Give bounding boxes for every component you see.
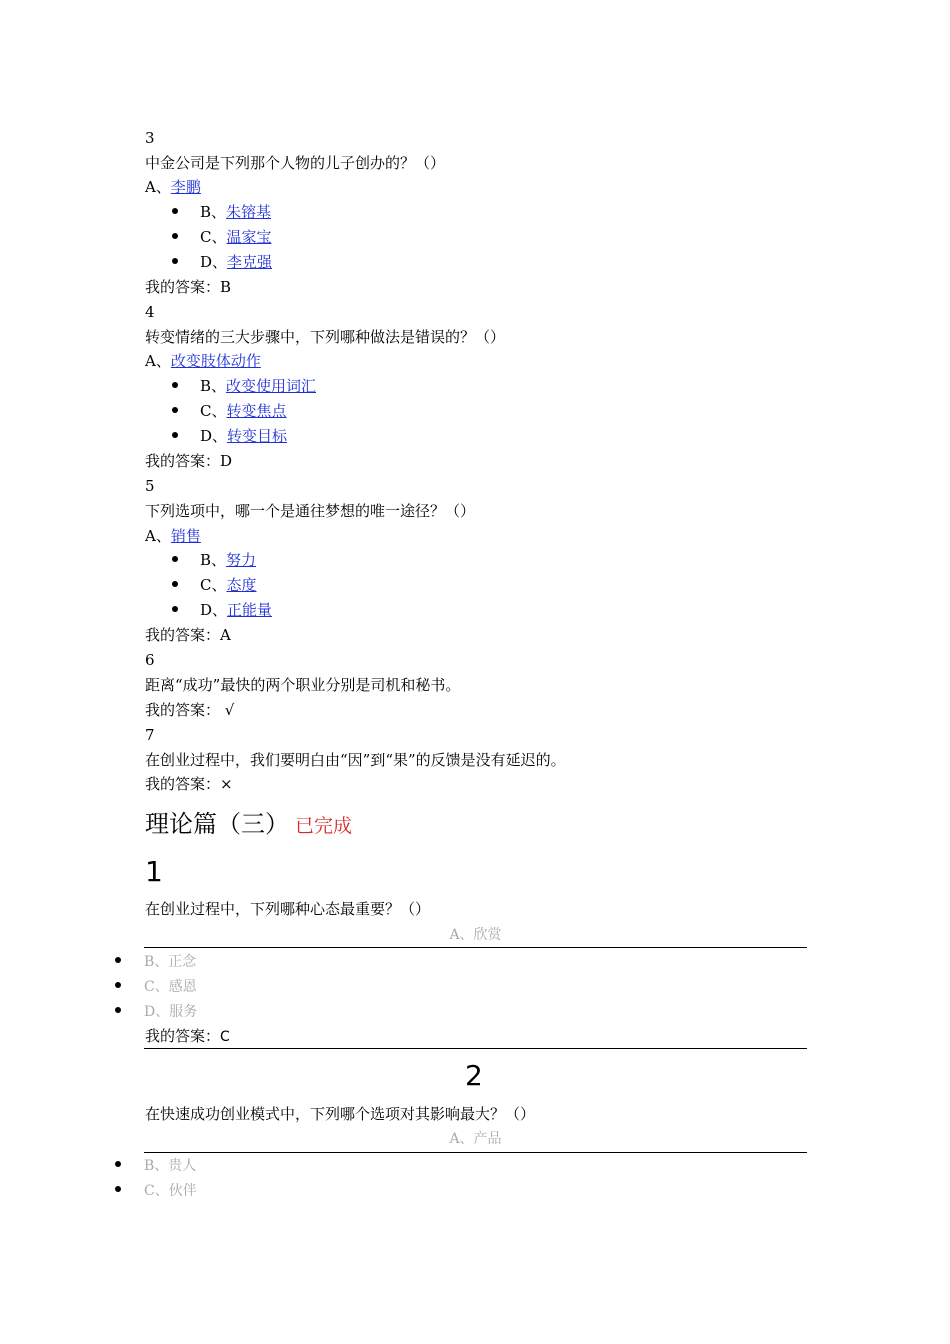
question-number: 4 [145, 303, 155, 321]
my-answer: 我的答案： √ [145, 701, 235, 719]
option-a[interactable]: A、产品 [449, 1131, 502, 1147]
question-number: 2 [465, 1059, 483, 1092]
option-prefix: C、 [200, 402, 227, 420]
option-label: B、正念 [144, 954, 197, 970]
bullet-icon [172, 233, 178, 239]
option-prefix: D、 [200, 601, 228, 619]
option-a-link[interactable]: 销售 [170, 527, 201, 545]
option-a[interactable]: A、欣赏 [449, 927, 502, 943]
bullet-icon [172, 581, 178, 587]
my-answer: 我的答案：D [145, 452, 233, 470]
option-b-link[interactable]: 朱镕基 [226, 203, 272, 221]
divider [144, 1048, 807, 1049]
option-b [172, 550, 256, 570]
option-b [172, 376, 316, 396]
option-d-link[interactable]: 李克强 [227, 253, 273, 271]
bullet-icon [172, 407, 178, 413]
question-text: 中金公司是下列那个人物的儿子创办的？（） [145, 154, 446, 172]
question-text: 距离“成功”最快的两个职业分别是司机和秘书。 [145, 676, 461, 694]
option-c-link[interactable]: 转变焦点 [226, 402, 287, 420]
option-label: C、伙伴 [144, 1183, 197, 1199]
option-c-link[interactable]: 态度 [226, 576, 257, 594]
bullet-icon [115, 1186, 121, 1192]
question-number: 7 [145, 726, 155, 744]
option-c[interactable] [115, 1181, 197, 1201]
bullet-icon [172, 556, 178, 562]
option-c-link[interactable]: 温家宝 [226, 228, 272, 246]
option-d [172, 600, 272, 620]
option-a [145, 351, 261, 371]
bullet-icon [115, 1161, 121, 1167]
option-prefix: A、 [145, 352, 171, 370]
option-b [172, 202, 271, 222]
question-number: 3 [145, 129, 155, 147]
option-d-link[interactable]: 转变目标 [227, 427, 288, 445]
question-text: 在快速成功创业模式中，下列哪个选项对其影响最大？（） [145, 1105, 536, 1123]
option-a [145, 526, 201, 546]
section-status: 已完成 [295, 815, 353, 837]
option-prefix: C、 [200, 576, 227, 594]
option-prefix: D、 [200, 253, 228, 271]
option-a-link[interactable]: 改变肢体动作 [170, 352, 261, 370]
option-label: D、服务 [144, 1004, 198, 1020]
question-number: 5 [145, 477, 155, 495]
option-b-link[interactable]: 改变使用词汇 [226, 377, 317, 395]
option-b[interactable] [115, 1156, 196, 1176]
my-answer: 我的答案：B [145, 278, 232, 296]
bullet-icon [115, 982, 121, 988]
option-prefix: C、 [200, 228, 227, 246]
answer-label: 我的答案： [145, 1027, 221, 1045]
option-b-link[interactable]: 努力 [226, 551, 257, 569]
option-d-link[interactable]: 正能量 [227, 601, 273, 619]
divider [144, 1152, 807, 1153]
option-prefix: B、 [200, 551, 227, 569]
option-label: C、感恩 [144, 979, 197, 995]
option-c [172, 401, 287, 421]
question-number: 1 [145, 855, 163, 888]
bullet-icon [115, 957, 121, 963]
option-a-link[interactable]: 李鹏 [170, 178, 201, 196]
option-prefix: A、 [145, 178, 171, 196]
my-answer: 我的答案：× [145, 775, 233, 793]
option-d [172, 426, 287, 446]
bullet-icon [172, 432, 178, 438]
option-prefix: D、 [200, 427, 228, 445]
option-d [172, 252, 272, 272]
bullet-icon [172, 606, 178, 612]
option-prefix: B、 [200, 203, 227, 221]
question-text: 下列选项中，哪一个是通往梦想的唯一途径？（） [145, 502, 476, 520]
question-text: 在创业过程中，我们要明白由“因”到“果”的反馈是没有延迟的。 [145, 751, 566, 769]
answer-value: C [220, 1029, 230, 1045]
section-title [145, 808, 352, 842]
option-label: B、贵人 [144, 1158, 197, 1174]
option-b[interactable] [115, 952, 196, 972]
question-text: 在创业过程中，下列哪种心态最重要？（） [145, 900, 431, 918]
my-answer [145, 1026, 230, 1047]
bullet-icon [172, 258, 178, 264]
option-d[interactable] [115, 1002, 197, 1022]
divider [144, 947, 807, 948]
bullet-icon [172, 382, 178, 388]
option-c [172, 227, 272, 247]
my-answer: 我的答案：A [145, 626, 231, 644]
bullet-icon [172, 208, 178, 214]
option-prefix: B、 [200, 377, 227, 395]
option-a [145, 177, 201, 197]
bullet-icon [115, 1007, 121, 1013]
option-c [172, 575, 257, 595]
question-text: 转变情绪的三大步骤中，下列哪种做法是错误的？（） [145, 328, 506, 346]
question-number: 6 [145, 651, 155, 669]
option-c[interactable] [115, 977, 197, 997]
section-name: 理论篇（三） [145, 810, 289, 838]
option-prefix: A、 [145, 527, 171, 545]
